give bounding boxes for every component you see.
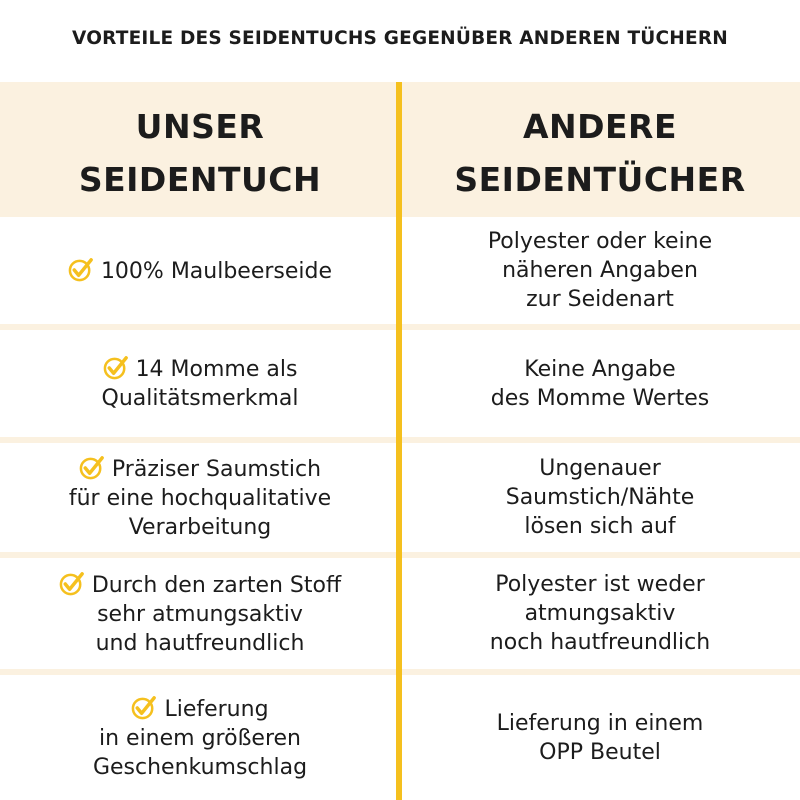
column-header-ours-line: UNSER — [135, 107, 265, 146]
cell-line: Geschenkumschlag — [92, 754, 308, 780]
row-others-cell — [400, 443, 800, 552]
cell-line — [79, 454, 321, 484]
cell-text: 14 Momme als — [135, 357, 298, 382]
cell-line: Saumstich/Nähte — [505, 485, 695, 510]
cell-line — [59, 570, 341, 600]
check-circle-icon — [79, 454, 106, 481]
cell-line: Qualitätsmerkmal — [101, 386, 299, 411]
column-header-others-line: ANDERE — [522, 107, 678, 146]
row-ours-cell — [0, 675, 400, 800]
cell-line: in einem größeren — [98, 725, 302, 751]
row-ours-cell — [0, 217, 400, 324]
check-circle-icon — [68, 256, 95, 283]
column-header-ours — [0, 100, 400, 206]
row-ours-cell — [0, 558, 400, 669]
column-header-others-line: SEIDENTÜCHER — [454, 160, 746, 199]
cell-line: für eine hochqualitative — [68, 485, 332, 511]
cell-line: sehr atmungsaktiv — [97, 601, 303, 627]
cell-line: Lieferung in einem — [496, 710, 704, 736]
cell-line: und hautfreundlich — [95, 630, 305, 656]
cell-line: Ungenauer — [539, 456, 661, 481]
cell-line — [103, 354, 298, 384]
cell-line: lösen sich auf — [524, 514, 676, 539]
check-circle-icon — [103, 354, 130, 381]
cell-line: Polyester ist weder — [495, 572, 705, 597]
cell-line — [131, 694, 268, 724]
cell-line: atmungsaktiv — [524, 601, 676, 626]
row-others-cell — [400, 675, 800, 800]
cell-line: noch hautfreundlich — [489, 630, 711, 655]
cell-line: OPP Beutel — [539, 739, 661, 765]
cell-text: Präziser Saumstich — [111, 456, 322, 482]
row-others-cell — [400, 558, 800, 669]
cell-line: Verarbeitung — [128, 514, 272, 540]
cell-text: 100% Maulbeerseide — [100, 258, 333, 284]
column-header-others — [400, 100, 800, 206]
cell-line — [68, 256, 332, 286]
cell-text: Durch den zarten Stoff — [91, 572, 342, 598]
cell-line: Keine Angabe — [524, 356, 676, 382]
page-title: VORTEILE DES SEIDENTUCHS GEGENÜBER ANDEREN TÜCHERN — [72, 28, 728, 49]
row-others-cell — [400, 330, 800, 437]
column-header-ours-line: SEIDENTUCH — [78, 160, 322, 199]
cell-text: Lieferung — [164, 696, 269, 722]
check-circle-icon — [59, 570, 86, 597]
cell-line: zur Seidenart — [526, 287, 674, 312]
cell-line: näheren Angaben — [502, 258, 698, 283]
cell-line: des Momme Wertes — [490, 385, 710, 411]
row-others-cell — [400, 217, 800, 324]
row-ours-cell — [0, 330, 400, 437]
cell-line: Polyester oder keine — [487, 229, 713, 254]
row-ours-cell — [0, 443, 400, 552]
check-circle-icon — [131, 694, 158, 721]
